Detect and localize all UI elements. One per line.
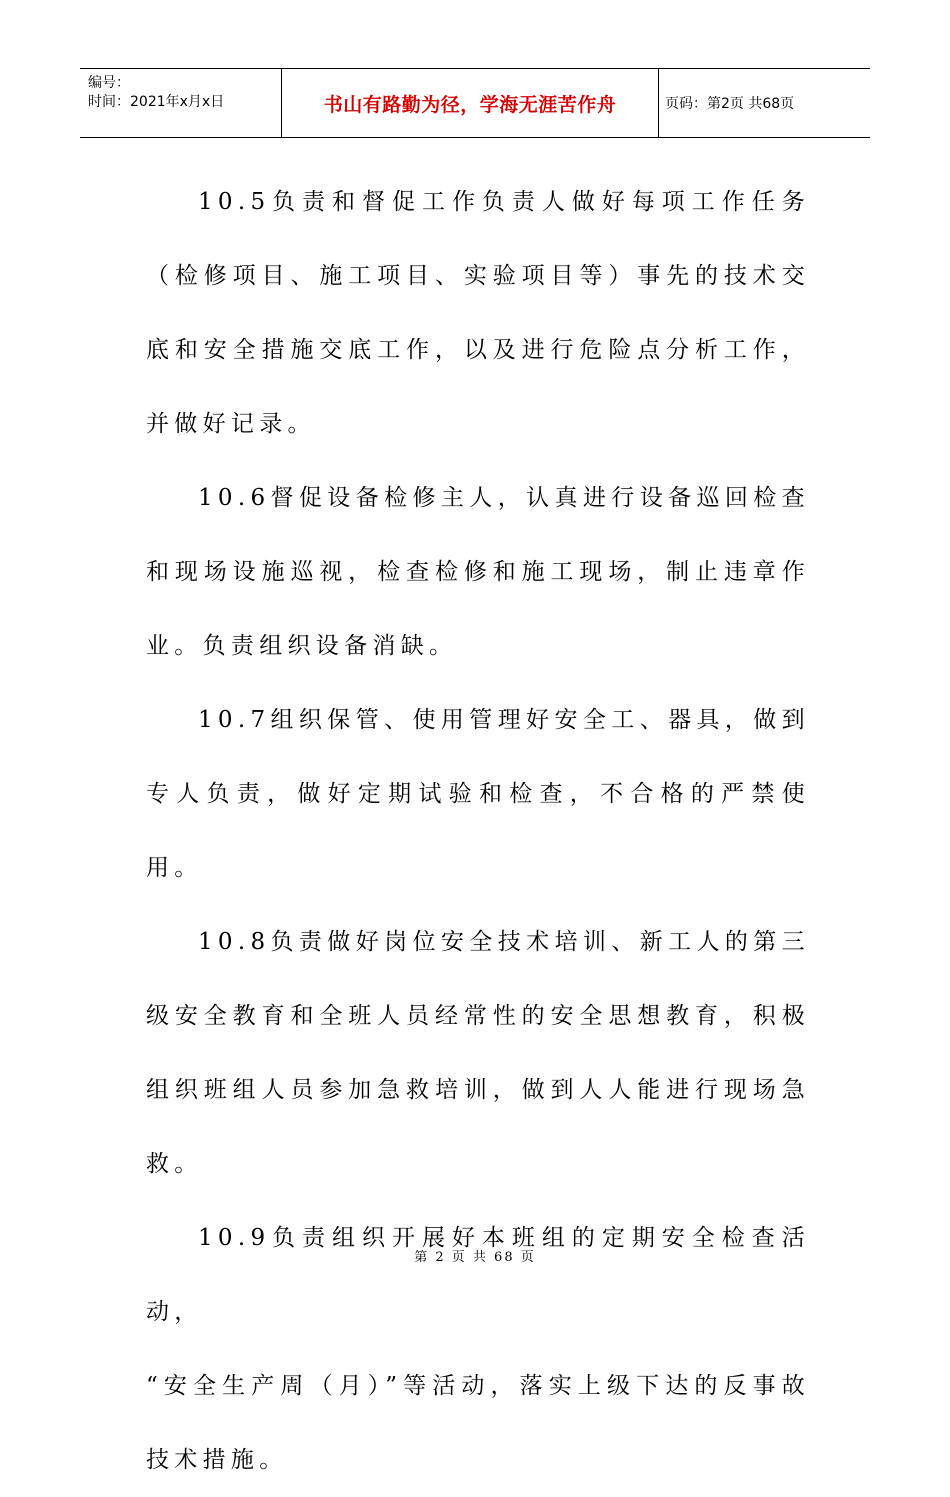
header-motto-cell <box>282 69 659 137</box>
document-number-label: 编号： <box>88 75 130 91</box>
paragraph-10-8: 10.8负责做好岗位安全技术培训、新工人的第三级安全教育和全班人员经常性的安全思想教育，积极组织班组人员参加急救培训，做到人人能进行现场急救。 <box>146 929 810 1177</box>
paragraph-10-9: 10.9负责组织开展好本班组的定期安全检查活动， <box>146 1225 810 1325</box>
paragraph-10-6: 10.6督促设备检修主人，认真进行设备巡回检查和现场设施巡视，检查检修和施工现场，制止违章作业。负责组织设备消缺。 <box>146 485 810 659</box>
header-page-cell <box>659 69 876 137</box>
document-time-label: 时间：2021年x月x日 <box>88 94 225 110</box>
page-header <box>80 68 870 138</box>
document-body <box>146 165 810 1497</box>
header-page-info: 页码：第2页 共68页 <box>665 96 795 112</box>
paragraph-10-5: 10.5负责和督促工作负责人做好每项工作任务（检修项目、施工项目、实验项目等）事先的技术交底和安全措施交底工作，以及进行危险点分析工作，并做好记录。 <box>146 189 810 437</box>
paragraph-10-7: 10.7组织保管、使用管理好安全工、器具，做到专人负责，做好定期试验和检查，不合格的严禁使用。 <box>146 707 810 881</box>
header-meta-cell <box>80 69 282 137</box>
header-motto: 书山有路勤为径，学海无涯苦作舟 <box>323 93 617 116</box>
paragraph-10-9-continued: “安全生产周（月）”等活动，落实上级下达的反事故技术措施。 <box>146 1373 810 1473</box>
page-footer: 第 2 页 共 68 页 <box>414 1250 536 1265</box>
